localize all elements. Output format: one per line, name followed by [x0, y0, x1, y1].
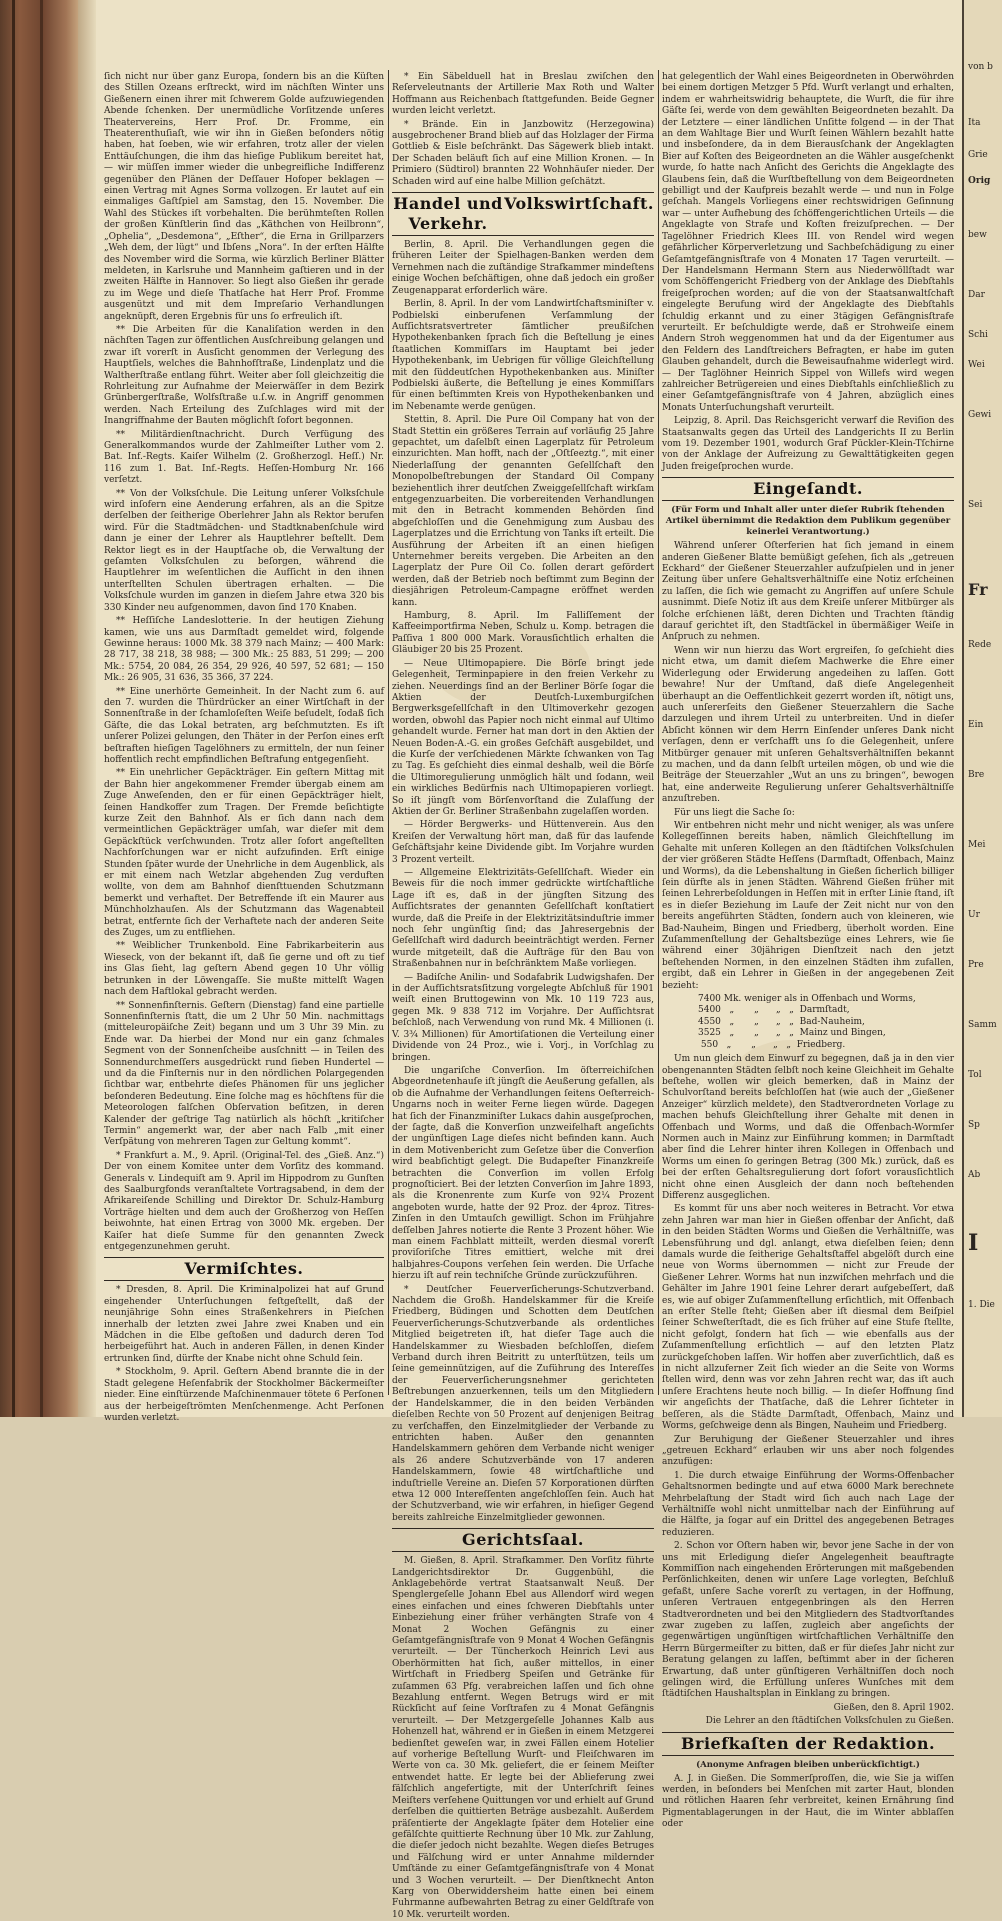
binding-stripe: [40, 0, 43, 1417]
margin-fragment: Fr: [968, 580, 988, 599]
article-paragraph: Um nun gleich dem Einwurf zu begegnen, daß ja in den vier obengenannten Städten ſelbſt noch keine Gleichheit im Gehalte beſtehe, wollen wir gleich bemerken, daß in Mainz der Schulvorſtand bereits beſchloſſen hat (wie auch der „Gießener Anzeiger“ kürzlich meldete), den Stadtverordneten Vorlage zu machen behufs Gleichſtellung ihrer Gehalte mit denen in Offenbach und Worms, und daß die Offenbach-Wormſer Normen auch in Mainz zur Einführung kommen; in Darmſtadt aber ſind die Lehrer hinter ihren Kollegen in Offenbach und Worms um einen ſo geringen Betrag (300 Mk.) zurück, daß es bei der erſten Gehaltsregulierung dort ſofort vorausſichtlich nicht ohne einen Ausgleich der dann noch beſtehenden Differenz ausgeglichen.: [662, 1054, 954, 1201]
column-rule: [388, 70, 389, 1395]
article-paragraph: — Badiſche Anilin- und Sodafabrik Ludwigshafen. Der in der Aufſichtsratsſitzung vorgelegte Abſchluß für 1901 weiſt einen Bruttogewinn von Mk. 10 119 723 aus, gegen Mk. 9 838 712 im Vorjahre. Der Aufſichtsrat beſchloß, nach Verwendung von rund Mk. 4 Millionen (i. V. 3¾ Millionen) für Amortiſationen die Verteilung einer Dividende von 24 Proz., wie i. Vorj., in Vorſchlag zu bringen.: [392, 972, 654, 1063]
article-paragraph: Stettin, 8. April. Die Pure Oil Company hat von der Stadt Stettin ein größeres Terrain auf vorläufig 25 Jahre gepachtet, um daſelbſt einen Lagerplatz für Petroleum einzurichten. Man hofft, nach der „Oſtſeeztg.“, mit einer Niederlaſſung der genannten Geſellſchaft den Monopolbeſtrebungen der Standard Oil Company beziehentlich ihrer deutſchen Zweiggeſellſchaft wirkſam entgegenzuarbeiten. Die vorbereitenden Verhandlungen mit den in Betracht kommenden Behörden ſind abgeſchloſſen und die Genehmigung zum Ausbau des Lagerplatzes und die Errichtung von Tanks iſt erteilt. Die Ausführung der Arbeiten iſt an einen hieſigen Unternehmer bereits vergeben. Die Arbeiten an den Lagerplatz der Pure Oil Co. ſollen derart gefördert werden, daß der Betrieb noch beſtimmt zum Beginn der diesjährigen Petroleum-Campagne eröffnet werden kann.: [392, 415, 654, 608]
margin-fragment: 1. Die: [968, 1300, 995, 1310]
article-paragraph: * Ein Säbelduell hat in Breslau zwiſchen den Reſerveleutnants der Artillerie Max Roth und Walter Hoffmann aus Reichenbach ſtattgefunden. Beide Gegner wurden leicht verletzt.: [392, 72, 654, 117]
margin-fragment: Sei: [968, 500, 983, 510]
salary-table-row: 5400 „ „ „ „ Darmſtadt,: [698, 1005, 850, 1016]
section-subheading: (Für Form und Inhalt aller unter dieſer Rubrik ſtehenden Artikel übernimmt die Redaktion dem Publikum gegenüber keinerlei Verantwortung.): [665, 505, 951, 538]
margin-fragment: Tol: [968, 1070, 982, 1080]
margin-fragment: Dar: [968, 290, 985, 300]
section-heading-sent: Eingeſandt.: [662, 477, 954, 501]
article-paragraph: Es kommt für uns aber noch weiteres in Betracht. Vor etwa zehn Jahren war man hier in Gießen offenbar der Anſicht, daß in den beiden Städten Worms und Gießen die Verhältniſſe, was Lebensführung und dgl. anlangt, etwa dieſelben ſeien; denn damals wurde die ſeitherige Gehaltsſtaffel abgelöſt durch eine neue von Worms übernommen — nicht zur Freude der Gießener Lehrer. Worms hat nun inzwiſchen mehrfach und die Gehälter im Jahre 1901 ſeine Lehrer derart aufgebeſſert, daß es, wie auf obiger Zuſammenſtellung erſichtlich, mit Offenbach an erſter Stelle ſteht; Gießen aber iſt diesmal dem Beiſpiel ſeiner Schweſterſtadt, die es ſich früher auf eine Stufe ſtellte, nicht gefolgt, ſondern hat ſich — wie ebenfalls aus der Zuſammenſtellung erſichtlich — auf den letzten Platz zurückgeſchoben laſſen. Wir hoffen aber zuverſichtlich, daß es in nicht allzuferner Zeit ſich wieder an die Seite von Worms ſtellen wird, denn was vor zehn Jahren recht war, das iſt auch unſere Erachtens heute noch billig. — In dieſer Hoffnung ſind wir angeſichts der Thatſache, daß die Lehrer ſichteter in beſſeren, als die Städte Darmſtadt, Offenbach, Mainz und Worms, geſchweige denn als Bingen, Nauheim und Friedberg.: [662, 1204, 954, 1432]
article-paragraph: Für uns liegt die Sache ſo:: [674, 807, 795, 818]
article-paragraph: — Neue Ultimopapiere. Die Börſe bringt jede Gelegenheit, Terminpapiere in den freien Verkehr zu ziehen. Neuerdings ſind an der Berliner Börſe ſogar die Aktien der Deutſch-Luxemburgiſchen Bergwerksgeſellſchaft in den Ultimoverkehr gezogen worden, obwohl das Papier noch nicht einmal auf Ultimo gehandelt wurde. Ferner hat man dort in den Aktien der Neuen Boden-A.-G. ein großes Geſchäft ausgebildet, und die Kurſe der verſchiedenen Märkte ſchwanken von Tag zu Tag. Es geſchieht dies einmal deshalb, weil die Börſe die Ultimoregulierung unmöglich hält und ſodann, weil ein wirkliches Bedürfnis nach Ultimopapieren vorliegt. So iſt jüngſt vom Börſenvorſtand die Zulaſſung der Aktien der Gr. Berliner Straßenbahn zugelaſſen worden.: [392, 658, 654, 817]
section-heading-trade-right: Volkswirtſchaft.: [504, 194, 654, 214]
margin-fragment: Pre: [968, 960, 984, 970]
margin-fragment: von b: [968, 62, 993, 72]
margin-fragment: Samm: [968, 1020, 997, 1030]
article-paragraph: — Hörder Bergwerks- und Hüttenverein. Aus den Kreiſen der Verwaltung hört man, daß für das laufende Geſchäftsjahr keine Dividende gibt. Im Vorjahre wurden 3 Prozent verteilt.: [392, 820, 654, 865]
signature-date: Gießen, den 8. April 1902.: [833, 1702, 954, 1713]
salary-table-row: 7400 Mk. weniger als in Offenbach und Worms,: [698, 994, 916, 1005]
section-heading-trade: [392, 192, 654, 236]
margin-fragment: Grie: [968, 150, 988, 160]
adjacent-page-edge: [962, 0, 1002, 1417]
section-heading-misc: Vermiſchtes.: [104, 1257, 384, 1281]
margin-fragment: Schi: [968, 330, 988, 340]
article-paragraph: ** Von der Volksſchule. Die Leitung unſerer Volksſchule wird inſofern eine Aenderung erfahren, als an die Spitze derſelben der ſeitherige Oberlehrer Jahn als Rektor berufen wird. Für die Stadtmädchen- und Stadtknabenſchule wird dann je einer der Lehrer als Hauptlehrer beſtellt. Dem Rektor liegt es in der Hauptſache ob, die Verwaltung der geſamten Volksſchulen zu beſorgen, während die Hauptlehrer im weſentlichen die Aufſicht in den ihnen unterſtellten Schulen übertragen erhalten. — Die Volksſchule wurden im ganzen in dieſem Jahre etwa 320 bis 330 Kinder neu aufgenommen, davon ſind 170 Knaben.: [104, 488, 384, 613]
salary-table-row: 4550 „ „ „ „ Bad-Nauheim,: [698, 1016, 865, 1027]
margin-fragment: Ita: [968, 118, 981, 128]
margin-fragment: Sp: [968, 1120, 980, 1130]
article-paragraph: ** Heſſiſche Landeslotterie. In der heutigen Ziehung kamen, wie uns aus Darmſtadt gemeldet wird, folgende Gewinne heraus: 1000 Mk. 38 379 nach Mainz; — 400 Mark: 28 717, 38 218, 38 988; — 300 Mk.: 25 883, 51 299; — 200 Mk.: 5754, 20 084, 26 354, 29 926, 40 597, 52 681; — 150 Mk.: 26 905, 31 636, 35 366, 37 224.: [104, 616, 384, 684]
article-paragraph: Zur Beruhigung der Gießener Steuerzahler und ihres „getreuen Eckhard“ erlauben wir uns aber noch folgendes anzufügen:: [662, 1434, 954, 1468]
book-binding: [0, 0, 78, 1417]
margin-fragment: Orig: [968, 176, 991, 186]
article-paragraph: Während unſerer Oſterferien hat ſich jemand in einem anderen Gießener Blatte bemüßigt geſehen, ſich als „getreuen Eckhard“ der Gießener Steuerzahler aufzuſpielen und in jener Zeitung über unſere Gehaltsverhältniſſe eine Notiz erſcheinen zu laſſen, die ſich wie gemacht zu Angriffen auf unſere Schule ausnimmt. Dieſe Notiz iſt aus dem Kreiſe unſerer Mitbürger als ſolche erſchienen läßt, deren Dichten und Trachten ſtändig darauf gerichtet iſt, den Stadtſäckel in übermäßiger Weiſe in Anſpruch zu nehmen.: [662, 541, 954, 643]
salary-table-row: 550 „ „ „ „ Friedberg.: [698, 1039, 846, 1050]
article-paragraph: Berlin, 8. April. In der vom Landwirtſchaftsminiſter v. Podbielski einberufenen Verſammlung der Aufſichtsratsvertreter ſämtlicher preußiſchen Hypothekenbanken ſprach ſich die Beſtellung je eines ſtaatlichen Kommiſſars im Hauptamt bei jeder Hypothekenbank, im Uebrigen für völlige Gleichſtellung mit den ſüddeutſchen Hypothekenbanken aus. Miniſter Podbielski äußerte, die Beſtellung je eines Kommiſſars für einen beſtimmten Kreis von Hypothekenbanken und im Nebenamte werde genügen.: [392, 299, 654, 412]
article-paragraph: Wenn wir nun hierzu das Wort ergreifen, ſo geſchieht dies nicht etwa, um damit dieſem Machwerke die Ehre einer Widerlegung oder Erwiderung angedeihen zu laſſen. Gott bewahre! Nur der Umſtand, daß dieſe Angelegenheit überhaupt an die Oeffentlichkeit gezerrt worden iſt, nötigt uns, auch unſererſeits den Gießener Steuerzahlern die Sache darzulegen und ihrem Urteil zu unterbreiten. Und in dieſer Abſicht können wir dem Herrn Einſender unſeres Dank nicht verſagen, denn er verſchafft uns ſo die Gelegenheit, unſere Mitbürger genauer mit unſeren Gehaltsverhältniſſen bekannt zu machen, und da dann ſelbſt urteilen mögen, ob und wie die Beiträge der Steuerzahler „Wut an uns zu bringen“, bewogen hat, eine anderweite Regulierung unſerer Gehaltsverhältniſſe anzuſtreben.: [662, 645, 954, 805]
margin-fragment: I: [968, 1230, 979, 1256]
margin-fragment: Ab: [968, 1170, 981, 1180]
article-paragraph: ** Ein unehrlicher Gepäckträger. Ein geſtern Mittag mit der Bahn hier angekommener Fremder übergab einem am Zuge Anweſenden, den er für einen Gepäckträger hielt, ſeinen Handkoffer zum Tragen. Der Fremde beſichtigte kurze Zeit den Bahnhof. Als er ſich dann nach dem vermeintlichen Gepäckträger umſah, war dieſer mit dem Gepäckſtück verſchwunden. Trotz aller ſofort angeſtellten Nachforſchungen war er nicht aufzufinden. Erſt einige Stunden ſpäter wurde der Unehrliche in dem Augenblick, als er mit einem nach Wetzlar abgehenden Zug verduften wollte, von dem am Bahnhof dienſttuenden Schutzmann bemerkt und verhaftet. Der Betreffende iſt ein Maurer aus Münchholzhauſen. Als der Schutzmann das Wagenabteil betrat, entfernte ſich der Verhaftete nach der anderen Seite des Zuges, um zu entfliehen.: [104, 768, 384, 939]
margin-fragment: Ur: [968, 910, 980, 920]
article-paragraph: * Frankfurt a. M., 9. April. (Original-Tel. des „Gieß. Anz.“) Der von einem Komitee unter dem Vorſitz des kommand. Generals v. Lindequiſt am 9. April im Hippodrom zu Gunſten des Saalburgfonds veranſtaltete Vortragsabend, in dem der Afrikareiſende Schilling und Direktor Dr. Schulz-Hamburg Vorträge hielten und dem auch der Großherzog von Heſſen beiwohnte, hat einen Ertrag von 3000 Mk. ergeben. Der Kaiſer hat dieſe Summe für den genannten Zweck entgegenzunehmen geruht.: [104, 1150, 384, 1253]
article-paragraph: * Stockholm, 9. April. Geſtern Abend brannte die in der Stadt gelegene Heſenfabrik der Stockholmer Bäckermeiſter nieder. Eine einſtürzende Maſchinenmauer tötete 6 Perſonen aus der herbeigeſtrömten Menſchenmenge. Acht Perſonen wurden verletzt.: [104, 1367, 384, 1423]
margin-fragment: bew: [968, 230, 987, 240]
article-paragraph: ſich nicht nur über ganz Europa, ſondern bis an die Küſten des Stillen Ozeans erſtreckt, wird im nächſten Winter uns Gießenern einen ihrer mit ſchwerem Golde aufzuwiegenden Abende ſchenken. Der unermüdliche Vorſitzende unſeres Theatervereins, Herr Prof. Dr. Fromme, ein Theaterenthuſiaſt, wie wir ihn in Gießen beſonders nötig haben, hat ſoeben, wie wir erfahren, trotz aller der vielen Enttäuſchungen, die ihm das hieſige Publikum bereitet hat, — wir müſſen immer wieder die unbegreifliche Indifferenz gegenüber den Plänen der Deſſauer Hofoper beklagen — einen Vertrag mit Agnes Sorma vollzogen. Er lautet auf ein einmaliges Gaſtſpiel am Samstag, den 15. November. Die Wahl des Stückes iſt vorbehalten. Die berühmteſten Rollen der großen Künſtlerin ſind das „Käthchen von Heilbronn“, „Ophelia“, „Desdemona“, „Eſther“, die Erna in Grillparzers „Weh dem, der lügt“ und Ibſens „Nora“. In der erſten Hälfte des November wird die Sorma, wie kürzlich Berliner Blätter meldeten, in Karlsruhe und Mannheim gaſtieren und in der zweiten Hälfte in Hannover. So liegt also Gießen ihr gerade zu im Wege und dieſe Thatſache hat Herr Prof. Fromme ausgenützt und mit dem Impreſario Verhandlungen angeknüpft, deren Ergebnis für uns ſo erfreulich iſt.: [104, 72, 384, 322]
margin-fragment: Wei: [968, 360, 985, 370]
article-paragraph: hat gelegentlich der Wahl eines Beigeordneten in Oberwöhrden bei einem dortigen Metzger 5 Pfd. Wurſt verlangt und erhalten, indem er wahrheitswidrig behauptete, die Wurſt, die für ihre Gäſte ſei, werde von dem gewählten Beigeordneten bezahlt. Da der Letztere — einer ländlichen Unſitte folgend — in der That an dem Wahltage Bier und Wurſt ſeinen Wählern bezahlt hatte und insbeſondere, da in dem Bierausſchank der Angeklagten Bier auf Koſten des Beigeordneten an die Wähler ausgeſchenkt wurde, ſo hatte nach Anſicht des Gerichts die Angeklagte des Glaubens ſein, daß die Wurſtbeſtellung von dem Beigeordneten gebilligt und der Kaufpreis bezahlt werde — und nun in Folge geſchah. Mangels Vorliegens einer rechtswidrigen Geſinnung war — unter Aufhebung des ſchöffengerichtlichen Urteils — die Angeklagte von Strafe und Koſten freizuſprechen. — Der Tagelöhner Friedrich Klees III. von Rendel wird wegen gefährlicher Körperverletzung und Sachbeſchädigung zu einer Geſamtgefängnisſtrafe von 4 Monaten 17 Tagen verurteilt. — Der Handelsmann Hermann Stern aus Niederwöllſtadt war vom Schöffengericht Friedberg von der Anklage des Diebſtahls freigeſprochen worden; auf die von der Staatsanwaltſchaft eingelegte Berufung wird der Angeklagte des Diebſtahls ſchuldig erkannt und zu einer 3tägigen Gefängnisſtrafe verurteilt. Er beſchuldigte werde, daß er Strohweiſe einem Andern Stroh weggenommen hat und da der Eigentumer aus den Feldern des Landſtreichers Befragten, er habe im guten Glauben gehandelt, durch die Beweisaufnahme widerlegt wird. — Der Taglöhner Heinrich Sippel von Willefs wird wegen zahlreicher Betrügereien und eines Diebſtahls einſchließlich zu einer Geſamtgefängnisſtrafe von 4 Jahren, abzüglich eines Monats Unterſuchungshaft verurteilt.: [662, 72, 954, 413]
column-3: [662, 72, 954, 1830]
page-gutter: [78, 0, 96, 1417]
article-paragraph: Wir entbehren nicht mehr und nicht weniger, als was unſere Kollegeſſinnen bereits haben, nämlich Gleichſtellung im Gehalte mit unſeren Kollegen an den ſtädtiſchen Volksſchulen der vier größeren Städte Heſſens (Darmſtadt, Offenbach, Mainz und Worms), da die Lebenshaltung in Gießen ſicherlich billiger ſein dürfte als in jenen Städten. Während Gießen früher mit ſeinen Lehrerbeſoldungen in Heſſen mit in erſter Linie ſtand, iſt es in dieſer Beziehung im Laufe der Zeit nicht nur von den bereits angeführten Städten, ſondern auch von kleineren, wie Bad-Nauheim, Bingen und Friedberg, überholt worden. Eine Zuſammenſtellung der Gehaltsbezüge eines Lehrers, wie ſie während einer 30jährigen Dienſtzeit nach den jetzt beſtehenden Normen, in den einzelnen Städten ihm zufallen, ergibt, daß ein Lehrer in Gießen in der angegebenen Zeit bezieht:: [662, 820, 954, 991]
article-paragraph: * Brände. Ein in Janzbowitz (Herzegowina) ausgebrochener Brand blieb auf das Holzlager der Firma Gottlieb & Eisle beſchränkt. Das Sägewerk blieb intakt. Der Schaden beläuft ſich auf eine Million Kronen. — In Primiero (Südtirol) brannten 22 Wohnhäuſer nieder. Der Schaden wird auf eine halbe Million geſchätzt.: [392, 119, 654, 187]
article-paragraph: A. J. in Gießen. Die Sommerſproſſen, die, wie Sie ja wiſſen werden, in beſonders bei Menſchen mit zarter Haut, blonden und rötlichen Haaren ſehr verbreitet, keinen Ernährung ſind Pigmentablagerungen in der Haut, die im Winter abblaſſen oder: [662, 1773, 954, 1830]
article-paragraph: Die ungariſche Converſion. Im öſterreichiſchen Abgeordnetenhauſe iſt jüngſt die Aeußerung gefallen, als ob die Aufnahme der Verhandlungen ſeitens Oeſterreich-Ungarns noch in weiter Ferne liegen würde. Dagegen hat ſich der Finanzminiſter Lukacs dahin ausgeſprochen, der ſagte, daß die Konverſion unzweifelhaft angeſichts der ungünſtigen Lage dieſes nicht befinden kann. Auch in dem Motivenbericht zum Geſetze über die Converſion wird beabſichtigt gelegt. Die Budapeſter Finanzkreiſe betrachten die Converſion im vollen Erfolg prognoſticiert. Bei der letzten Converſion im Jahre 1893, als die Kronenrente zum Kurſe von 92¼ Prozent angeboten wurde, hatte der 92 Proz. der 4proz. Titres-Zinſen in den Umtauſch gewilligt. Schon im Frühjahre deſſelben Jahres notierte die Rente 3 Prozent höher. Wie man einem Fachblatt mitteilt, werden diesmal vorerſt proviſoriſche Titres emittiert, welche mit drei halbjahres-Coupons verſehen ſein werden. Die Urſache hierzu iſt auf rein techniſche Gründe zurückzuführen.: [392, 1065, 654, 1282]
article-paragraph: Hamburg, 8. April. Im Falliſſement der Kaffeeimportfirma Neben, Schulz u. Komp. betragen die Paſſiva 1 800 000 Mark. Vorausſichtlich erhalten die Gläubiger 20 bis 25 Prozent.: [392, 611, 654, 656]
margin-fragment: Rede: [968, 640, 992, 650]
margin-fragment: Gewi: [968, 410, 992, 420]
margin-fragment: Mei: [968, 840, 986, 850]
article-paragraph: Berlin, 8. April. Die Verhandlungen gegen die früheren Leiter der Spielhagen-Banken werden dem Vernehmen nach die zuſtändige Strafkammer mindeſtens einige Wochen beſchäftigen, ohne daß jedoch ein großer Zeugenapparat erforderlich wäre.: [392, 240, 654, 296]
column-2: [392, 72, 654, 1920]
article-paragraph: ** Weiblicher Trunkenbold. Eine Fabrikarbeiterin aus Wieseck, von der bekannt iſt, daß ſie gerne und oft zu tief ins Glas ſieht, lag geſtern Abend gegen 10 Uhr völlig betrunken in der Löwengaſſe. Sie mußte mittelſt Wagen nach dem Haftlokal gebracht werden.: [104, 941, 384, 998]
binding-stripe: [12, 0, 15, 1417]
article-paragraph: ** Militärdienſtnachricht. Durch Verfügung des Generalkommandos wurde der Zahlmeiſter Luther vom 2. Bat. Inf.-Regts. Kaiſer Wilhelm (2. Großherzogl. Heſſ.) Nr. 116 zum 1. Bat. Inf.-Regts. Heſſen-Homburg Nr. 166 verſetzt.: [104, 429, 384, 486]
margin-fragment: Bre: [968, 770, 985, 780]
salary-table: [698, 994, 954, 1051]
article-paragraph: 1. Die durch etwaige Einführung der Worms-Offenbacher Gehaltsnormen bedingte und auf etwa 6000 Mark berechnete Mehrbelaſtung der Stadt wird ſich auch nach Lage der Verhältniſſe wohl nicht unmittelbar nach der Einführung auf die Hälfte, ja ſogar auf ein Drittel des angegebenen Betrages reduzieren.: [662, 1470, 954, 1538]
article-paragraph: Leipzig, 8. April. Das Reichsgericht verwarf die Reviſion des Staatsanwalts gegen das Urteil des Landgerichts II zu Berlin vom 19. Dezember 1901, wodurch Graf Pückler-Klein-Tſchirne von der Anklage der Aufreizung zu Gewalttätigkeiten gegen Juden freigeſprochen wurde.: [662, 416, 954, 472]
column-1: [104, 72, 384, 1423]
section-heading-court: Gerichtsſaal.: [392, 1528, 654, 1552]
margin-fragment: Ein: [968, 720, 984, 730]
article-paragraph: ** Eine unerhörte Gemeinheit. In der Nacht zum 6. auf den 7. wurden die Thürdrücker an einer Wirtſchaft in der Sonnenſtraße in der ſchamloſeſten Weiſe beſudelt, ſodaß ſich Gäſte, die das Lokal betraten, arg beſchmutzten. Es iſt unſerer Polizei gelungen, den Thäter in der Perſon eines erſt beſtraften hieſigen Tagelöhners zu ermitteln, der nun ſeiner hoffentlich recht empfindlichen Beſtrafung entgegenſieht.: [104, 686, 384, 765]
article-paragraph: M. Gießen, 8. April. Strafkammer. Den Vorſitz führte Landgerichtsdirektor Dr. Guggenbühl, die Anklagebehörde vertrat Staatsanwalt Neuß. Der Spenglergeſelle Johann Ebel aus Allendorf wird wegen eines einfachen und eines ſchweren Diebſtahls unter Einbeziehung einer früher verhängten Strafe von 4 Monat 2 Wochen Gefängnis zu einer Geſamtgefängnisſtrafe von 9 Monat 4 Wochen Gefängnis verurteilt. — Der Tüncherkoch Heinrich Levi aus Oberhörmitten hat ſich, außer mittellos, in einer Wirtſchaft in Friedberg Speiſen und Getränke für zuſammen 63 Pfg. verabreichen laſſen und ſich ohne Bezahlung entfernt. Wegen Betrugs wird er mit Rückſicht auf ſeine Vorſtrafen zu 4 Monat Gefängnis verurteilt. — Der Metzgergeſelle Johannes Kalb aus Hohenzell hat, während er in Gießen in einem Metzgerei bedienſtet geweſen war, in zwei Fällen einem Hotelier auf vorherige Beſtellung Wurſt- und Fleiſchwaren im Werte von ca. 30 Mk. geliefert, die er ſeinem Meiſter entwendet hatte. Er legte bei der Ablieferung zwei fälſchlich angefertigte, mit der Unterſchrift ſeines Meiſters verſehene Quittungen vor und erhielt auf Grund derſelben die quittierten Beträge ausbezahlt. Außerdem präſentierte der Angeklagte ſpäter dem Hotelier eine gefälſchte quittierte Rechnung über 10 Mk. zur Zahlung, die dieſer jedoch nicht bezahlte. Wegen dieſes Betruges und Fälſchung wird er unter Annahme mildernder Umſtände zu einer Geſamtgefängnisſtrafe von 4 Monat und 3 Wochen verurteilt. — Der Dienſtknecht Anton Karg von Oberwiddersheim hatte einen bei einem Fuhrmanne aufbewahrten Betrag zu einer Geldſtrafe von 10 Mk. verurteilt worden.: [392, 1556, 654, 1920]
signature: Die Lehrer an den ſtädtiſchen Volksſchulen zu Gießen.: [705, 1716, 954, 1727]
salary-table-row: 3525 „ „ „ „ Mainz und Bingen,: [698, 1028, 886, 1039]
article-paragraph: ** Sonnenfinſternis. Geſtern (Dienstag) fand eine partielle Sonnenfinſternis ſtatt, die um 2 Uhr 50 Min. nachmittags (mitteleuropäiſche Zeit) begann und um 3 Uhr 39 Min. zu Ende war. Da hierbei der Mond nur ein ganz ſchmales Segment von der Sonnenſcheibe ausſchnitt — in Teilen des Sonnendurchmeſſers ausgedrückt rund ſieben Hundertel — und da die Finſternis nur in den nördlichen Polargegenden ſichtbar war, entbehrte dieſes Phänomen für uns jeglicher beſonderen Bedeutung. Eine ſolche mag es höchſtens für die Meteorologen falſchen Obſervation beſitzen, in deren Kalender der geſtrige Tag natürlich als höchſt „kritiſcher Termin“ angemerkt war, der aber nach Falb „mit einer Verſpätung von mehreren Tagen zur Geltung kommt“.: [104, 1000, 384, 1148]
section-heading-trade-left: Handel und Verkehr.: [393, 194, 503, 234]
article-paragraph: * Dresden, 8. April. Die Kriminalpolizei hat auf Grund eingehender Unterſuchungen feſtgeſtellt, daß der neunjährige Sohn eines Straßenkehrers in Pieſchen innerhalb der letzten zwei Jahre zwei Knaben und ein Mädchen in die Elbe geſtoßen und dadurch deren Tod herbeigeführt hat. Auch in anderen Fällen, in denen Kinder ertrunken ſind, dürfte der Knabe nicht ohne Schuld ſein.: [104, 1285, 384, 1364]
section-subheading: (Anonyme Anfragen bleiben unberückſichtigt.): [696, 1759, 920, 1770]
article-paragraph: * Deutſcher Feuerverſicherungs-Schutzverband. Nachdem die Großh. Handelskammer für die Kreiſe Friedberg, Büdingen und Schotten dem Deutſchen Feuerverſicherungs-Schutzverbande als ordentliches Mitglied beigetreten iſt, hat dieſer Tage auch die Handelskammer zu Wiesbaden beſchloſſen, dieſem Verband durch ihren Beitritt zu unterſtützen, teils um ſeine gemeinnützigen, auf die Zuführung des Intereſſes der Feuerverſicherungsnehmer gerichteten Beſtrebungen anzuerkennen, teils um den Mitgliedern der Handelskammer, die in den beiden Verbänden dieſelben Rechte von 50 Prozent auf denjenigen Beitrag zu verſchaffen, den Einzelmitglieder der Verbande zu entrichten haben. Außer den genannten Handelskammern gehören dem Verbande nicht weniger als 26 andere Schutzverbände von 17 anderen Handelskammern, ſowie 48 wirtſchaftliche und induſtrielle Vereine an. Dieſen 57 Korporationen dürften etwa 12 000 Intereſſenten angeſchloſſen ſein. Auch hat der Schutzverband, wie wir erfahren, in hieſiger Gegend bereits zahlreiche Einzelmitglieder gewonnen.: [392, 1284, 654, 1523]
column-rule: [658, 70, 659, 1395]
article-paragraph: ** Die Arbeiten für die Kanaliſation werden in den nächſten Tagen zur öffentlichen Ausſchreibung gelangen und zwar iſt vorerſt in Ausſicht genommen der Verlegung des Hauptſiels, welches die Bahnhofſtraße, Lindenplatz und die Waltherſtraße entlang führt. Weiter aber ſoll gleichzeitig die Rohrleitung zur Aufnahme der Meierwäſſer in dem Bezirk Grünbergerſtraße, Wolfsſtraße u.ſ.w. in Angriff genommen werden. Nach Erteilung des Zuſchlages wird mit der Inangriffnahme der Bauten möglichſt ſofort begonnen.: [104, 324, 384, 427]
article-paragraph: — Allgemeine Elektrizitäts-Geſellſchaft. Wieder ein Beweis für die noch immer gedrückte wirtſchaftliche Lage iſt es, daß in der jüngſten Sitzung des Aufſichtsrates der genannten Geſellſchaft konſtatiert wurde, daß die Preiſe in der Elektrizitätsinduſtrie immer noch ſehr ungünſtig ſind; das Jahresergebnis der Geſellſchaft wird dadurch beeinträchtigt werden. Ferner wurde mitgeteilt, daß die Aufträge für den Bau von Straßenbahnen nur in beſchränktem Maße vorliegen.: [392, 868, 654, 970]
article-paragraph: 2. Schon vor Oſtern haben wir, bevor jene Sache in der von uns mit Erledigung dieſer Angelegenheit beauftragte Kommiſſion nach eingehenden Erörterungen mit maßgebenden Perſönlichkeiten, denen wir unſere Lage vorlegten, Beſchluß gefaßt, unſere Sache vorerſt zu vertagen, in der Hoffnung, unſeren Vertrauen entgegenbringen als den Herren Stadtverordneten und bei den Mitgliedern des Stadtvorſtandes zwar zugeben zu laſſen, zugleich aber angeſichts der gegenwärtigen ungünſtigen wirtſchaftlichen Verhältniſſe den Herrn Bürgermeiſter zu bitten, daß er für dieſes Jahr nicht zur Beratung gelangen zu laſſen, beſtimmt aber in der ſicheren Erwartung, daß unter günſtigeren Verhältniſſen doch noch gelingen wird, die Erfüllung unſeres Wunſches mit dem ſtädtiſchen Haushaltsplan in Einklang zu bringen.: [662, 1541, 954, 1700]
section-heading-mailbox: Briefkaſten der Redaktion.: [662, 1732, 954, 1756]
